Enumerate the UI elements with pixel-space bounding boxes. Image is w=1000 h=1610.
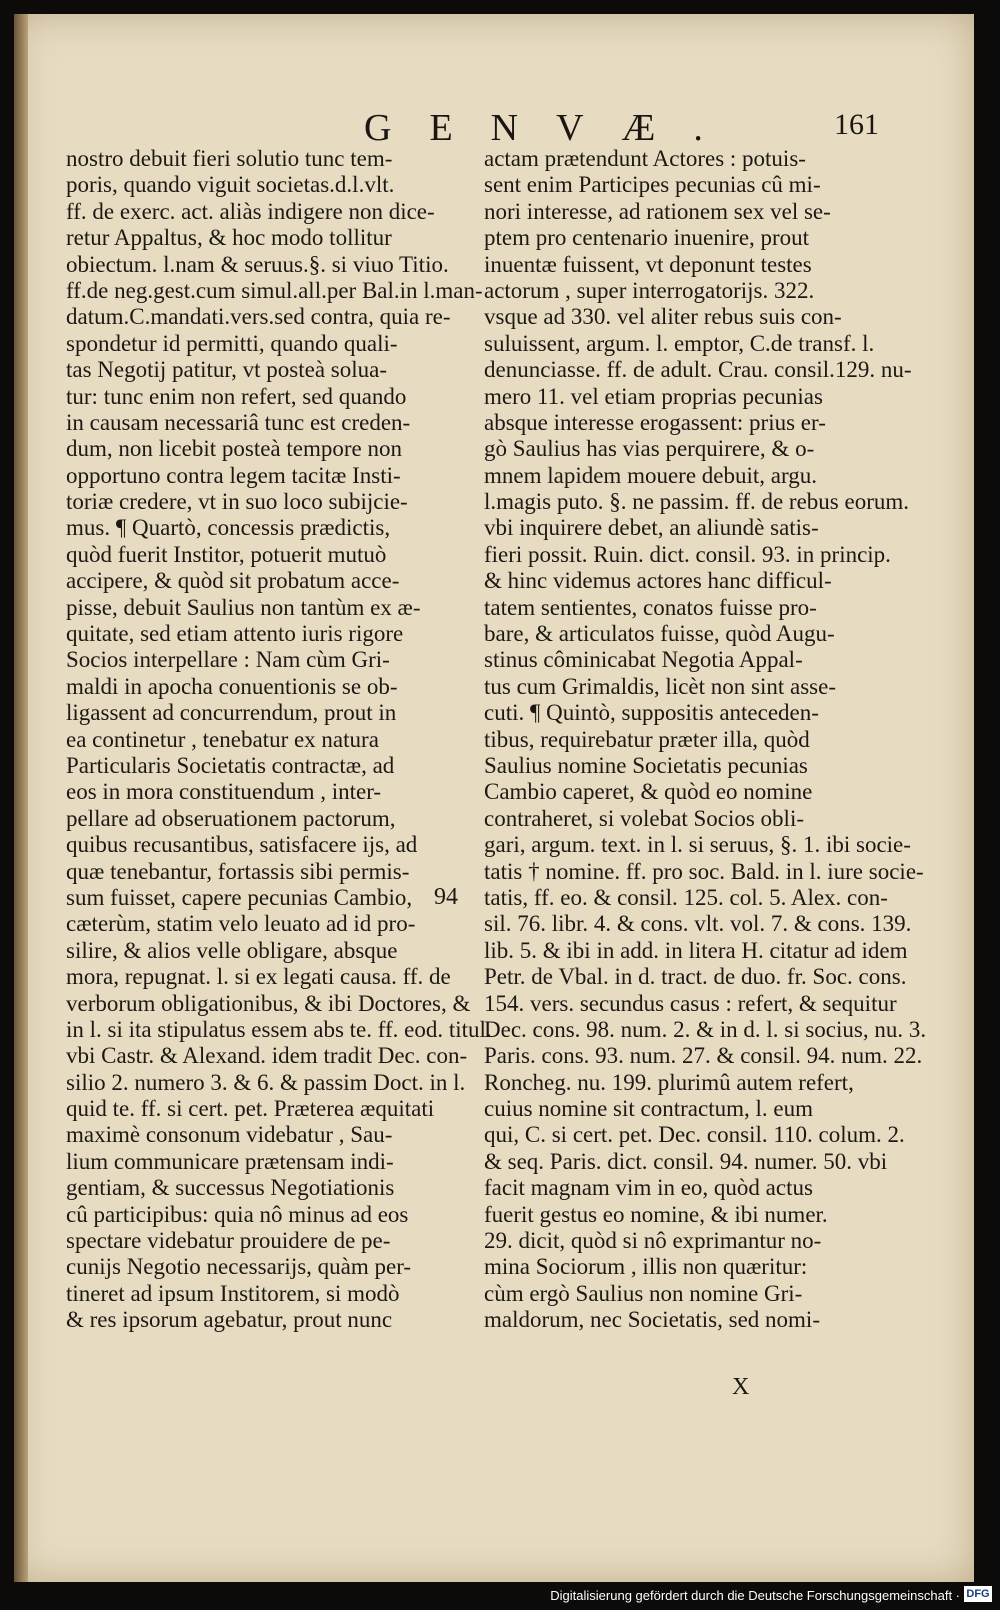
text-line: lib. 5. & ibi in add. in litera H. citatur ad idem bbox=[484, 937, 908, 963]
text-line: in causam necessariâ tunc est creden- bbox=[66, 409, 411, 435]
text-line: tur: tunc enim non refert, sed quando bbox=[66, 383, 407, 409]
text-line: gentiam, & successus Negotiationis bbox=[66, 1175, 395, 1201]
text-line: datum.C.mandati.vers.sed contra, quia re- bbox=[66, 304, 451, 330]
text-line: dum, non licebit posteà tempore non bbox=[66, 436, 402, 462]
text-line: ea continetur , tenebatur ex natura bbox=[66, 726, 379, 752]
text-line: bare, & articulatos fuisse, quòd Augu- bbox=[484, 621, 835, 647]
text-line: vbi Castr. & Alexand. idem tradit Dec. con- bbox=[66, 1043, 468, 1069]
text-line: qui, C. si cert. pet. Dec. consil. 110. colum. 2. bbox=[484, 1122, 905, 1148]
text-line: cû participibus: quia nô minus ad eos bbox=[66, 1201, 409, 1227]
text-line: pisse, debuit Saulius non tantùm ex æ- bbox=[66, 594, 421, 620]
text-line: poris, quando viguit societas.d.l.vlt. bbox=[66, 172, 395, 198]
text-line: Socios interpellare : Nam cùm Gri- bbox=[66, 647, 390, 673]
text-line: Paris. cons. 93. num. 27. & consil. 94. num. 22. bbox=[484, 1043, 923, 1069]
text-line: quæ tenebantur, fortassis sibi permis- bbox=[66, 858, 410, 884]
text-line: spondetur id permitti, quando quali- bbox=[66, 330, 398, 356]
right-text-column bbox=[484, 146, 927, 1334]
text-line: nostro debuit fieri solutio tunc tem- bbox=[66, 146, 393, 171]
text-line: vbi inquirere debet, an aliundè satis- bbox=[484, 515, 819, 541]
text-line: contraheret, si volebat Socios obli- bbox=[484, 805, 805, 831]
text-line: stinus côminicabat Negotia Appal- bbox=[484, 647, 803, 673]
text-line: sent enim Participes pecunias cû mi- bbox=[484, 172, 821, 198]
text-line: quid te. ff. si cert. pet. Præterea æquitati bbox=[66, 1096, 435, 1122]
text-line: tibus, requirebatur præter illa, quòd bbox=[484, 726, 810, 752]
page-gutter bbox=[14, 14, 28, 1582]
text-line: Particularis Societatis contractæ, ad bbox=[66, 752, 395, 778]
text-line: l.magis puto. §. ne passim. ff. de rebus eorum. bbox=[484, 489, 910, 515]
text-line: Cambio caperet, & quòd eo nomine bbox=[484, 779, 813, 805]
text-line: accipere, & quòd sit probatum acce- bbox=[66, 568, 400, 594]
text-line: fieri possit. Ruin. dict. consil. 93. in princip. bbox=[484, 541, 891, 567]
text-line: & hinc videmus actores hanc difficul- bbox=[484, 568, 832, 594]
text-line: maximè consonum videbatur , Sau- bbox=[66, 1122, 393, 1148]
text-line: actam prætendunt Actores : potuis- bbox=[484, 146, 806, 171]
text-line: tineret ad ipsum Institorem, si modò bbox=[66, 1280, 400, 1306]
text-line: mina Sociorum , illis non quæritur: bbox=[484, 1254, 808, 1280]
text-line: opportuno contra legem tacitæ Insti- bbox=[66, 462, 401, 488]
text-line: quòd fuerit Institor, potuerit mutuò bbox=[66, 541, 387, 567]
text-line: sum fuisset, capere pecunias Cambio, bbox=[66, 884, 413, 910]
text-line: lium communicare prætensam indi- bbox=[66, 1148, 394, 1174]
text-line: obiectum. l.nam & seruus.§. si viuo Titio. bbox=[66, 251, 449, 277]
page-number: 161 bbox=[834, 108, 879, 141]
text-line: 154. vers. secundus casus : refert, & sequitur bbox=[484, 990, 897, 1016]
text-line: inuentæ fuissent, vt deponunt testes bbox=[484, 251, 812, 277]
text-line: silire, & alios velle obligare, absque bbox=[66, 937, 398, 963]
text-line: 29. dicit, quòd si nô exprimantur no- bbox=[484, 1228, 822, 1254]
text-line: quitate, sed etiam attento iuris rigore bbox=[66, 621, 404, 647]
text-line: tatis, ff. eo. & consil. 125. col. 5. Alex. con- bbox=[484, 884, 888, 910]
text-line: cunijs Negotio necessarijs, quàm per- bbox=[66, 1254, 412, 1280]
text-line: toriæ credere, vt in suo loco subijcie- bbox=[66, 489, 408, 515]
text-line: ff. de exerc. act. aliàs indigere non dice- bbox=[66, 198, 435, 224]
text-line: maldorum, nec Societatis, sed nomi- bbox=[484, 1307, 820, 1333]
text-line: nori interesse, ad rationem sex vel se- bbox=[484, 198, 831, 224]
text-line: fuerit gestus eo nomine, & ibi numer. bbox=[484, 1201, 828, 1227]
text-line: facit magnam vim in eo, quòd actus bbox=[484, 1175, 813, 1201]
text-line: cæterùm, statim velo leuato ad id pro- bbox=[66, 911, 416, 937]
catchword: X bbox=[732, 1374, 750, 1400]
text-line: & seq. Paris. dict. consil. 94. numer. 50. vbi bbox=[484, 1148, 888, 1174]
text-line: silio 2. numero 3. & 6. & passim Doct. in l. bbox=[66, 1069, 466, 1095]
text-line: pellare ad obseruationem pactorum, bbox=[66, 805, 396, 831]
text-line: Dec. cons. 98. num. 2. & in d. l. si socius, nu. 3. bbox=[484, 1016, 927, 1042]
text-line: actorum , super interrogatorijs. 322. bbox=[484, 277, 815, 303]
text-line: denunciasse. ff. de adult. Crau. consil.129. nu- bbox=[484, 357, 912, 383]
text-line: gari, argum. text. in l. si seruus, §. 1. ibi socie- bbox=[484, 832, 911, 858]
dfg-logo: DFG bbox=[964, 1586, 992, 1602]
text-line: Petr. de Vbal. in d. tract. de duo. fr. Soc. cons. bbox=[484, 964, 907, 990]
marginal-number: 94 bbox=[434, 884, 458, 910]
text-line: in l. si ita stipulatus essem abs te. ff. eod. titul. bbox=[66, 1016, 492, 1042]
text-line: tas Negotij patitur, vt posteà solua- bbox=[66, 357, 388, 383]
text-line: ligassent ad concurrendum, prout in bbox=[66, 700, 397, 726]
text-line: suluissent, argum. l. emptor, C.de transf. l. bbox=[484, 330, 875, 356]
text-line: mora, repugnat. l. si ex legati causa. ff. de bbox=[66, 964, 451, 990]
text-line: vsque ad 330. vel aliter rebus suis con- bbox=[484, 304, 842, 330]
digitization-credit: Digitalisierung gefördert durch die Deutsche Forschungsgemeinschaft · bbox=[550, 1588, 960, 1603]
text-line: mnem lapidem mouere debuit, argu. bbox=[484, 462, 817, 488]
running-title: GENVÆ. bbox=[364, 107, 741, 149]
text-line: & res ipsorum agebatur, prout nunc bbox=[66, 1307, 393, 1333]
text-line: mus. ¶ Quartò, concessis prædictis, bbox=[66, 515, 391, 541]
text-line: verborum obligationibus, & ibi Doctores, & bbox=[66, 990, 471, 1016]
text-line: cuti. ¶ Quintò, suppositis anteceden- bbox=[484, 700, 819, 726]
book-page bbox=[14, 14, 974, 1582]
text-line: maldi in apocha conuentionis se ob- bbox=[66, 673, 398, 699]
text-line: Saulius nomine Societatis pecunias bbox=[484, 752, 808, 778]
text-line: tatem sentientes, conatos fuisse pro- bbox=[484, 594, 817, 620]
text-line: retur Appaltus, & hoc modo tollitur bbox=[66, 225, 392, 251]
text-line: eos in mora constituendum , inter- bbox=[66, 779, 382, 805]
text-line: ff.de neg.gest.cum simul.all.per Bal.in l.man- bbox=[66, 277, 483, 303]
text-line: gò Saulius has vias perquirere, & o- bbox=[484, 436, 815, 462]
text-line: quibus recusantibus, satisfacere ijs, ad bbox=[66, 832, 418, 858]
text-line: tus cum Grimaldis, licèt non sint asse- bbox=[484, 673, 836, 699]
text-line: spectare videbatur prouidere de pe- bbox=[66, 1228, 391, 1254]
text-line: tatis † nomine. ff. pro soc. Bald. in l. iure socie- bbox=[484, 858, 924, 884]
text-line: cuius nomine sit contractum, l. eum bbox=[484, 1096, 813, 1122]
text-line: absque interesse erogassent: prius er- bbox=[484, 409, 826, 435]
text-line: sil. 76. libr. 4. & cons. vlt. vol. 7. & cons. 139. bbox=[484, 911, 912, 937]
text-line: Roncheg. nu. 199. plurimû autem refert, bbox=[484, 1069, 854, 1095]
text-line: cùm ergò Saulius non nomine Gri- bbox=[484, 1280, 803, 1306]
text-line: ptem pro centenario inuenire, prout bbox=[484, 225, 810, 251]
text-line: mero 11. vel etiam proprias pecunias bbox=[484, 383, 823, 409]
